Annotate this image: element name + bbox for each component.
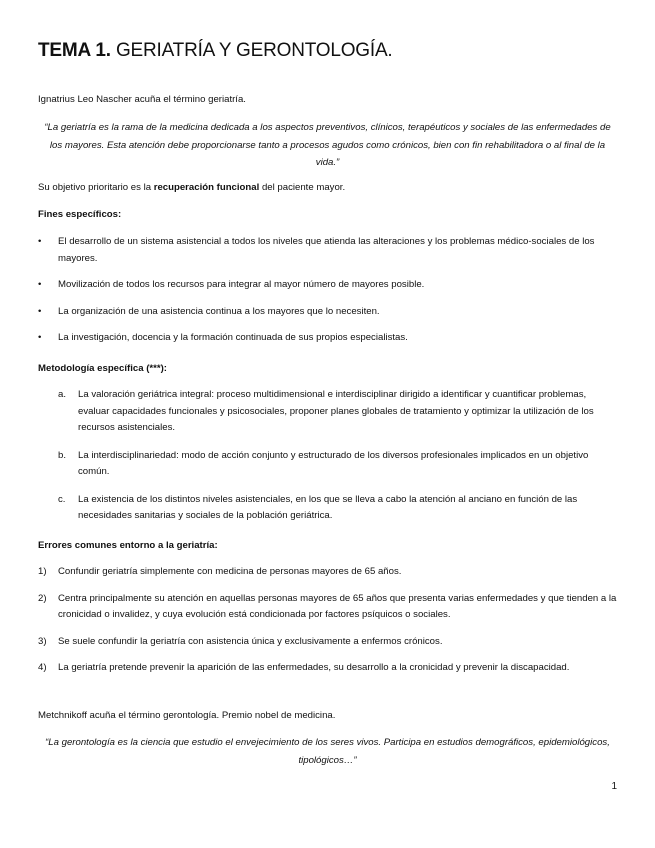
list-item (58, 492, 619, 525)
list-item-text: El desarrollo de un sistema asistencial a todos los niveles que atienda las alteraciones y los problemas médico-sociales de los mayores. (58, 236, 595, 264)
fines-heading: Fines específicos: (38, 209, 122, 220)
metodologia-heading: Metodología específica (***): (38, 363, 168, 374)
list-item-text: La organización de una asistencia continua a los mayores que lo necesiten. (58, 305, 380, 317)
list-item (38, 234, 619, 267)
list-item (38, 564, 619, 581)
list-marker: 1) (38, 566, 47, 577)
objective-after: del paciente mayor. (259, 182, 346, 193)
objective-before: Su objetivo prioritario es la (38, 182, 154, 193)
list-item-text: La existencia de los distintos niveles asistenciales, en los que se lleva a cabo la atención al anciano en función de las necesidades sanitarias y sociales de la población geriátrica. (78, 493, 578, 521)
bullet-marker: • (38, 332, 42, 343)
list-item-text: La investigación, docencia y la formación continuada de sus propios especialistas. (58, 332, 408, 343)
list-item-text: Centra principalmente su atención en aquellas personas mayores de 65 años que presenta varias enfermedades y que tienden a la cronicidad o invalidez, y cuya evolución está condicionada por factores psíquicos o sociales. (58, 592, 617, 620)
list-item (38, 277, 619, 294)
list-item (38, 330, 619, 347)
list-item-text: La valoración geriátrica integral: proceso multidimensional e interdisciplinar dirigido a identificar y cuantificar problemas, evaluar capacidades funcionales y psicosociales, proponer planes globales de tratamiento y optimizar la utilización de los recursos asistenciales. (78, 389, 594, 433)
list-item (38, 660, 619, 677)
objective-bold: recuperación funcional (153, 182, 260, 193)
objective-paragraph (38, 179, 615, 196)
list-item-text: Movilización de todos los recursos para integrar al mayor número de mayores posible. (58, 279, 425, 290)
errores-list (38, 564, 619, 677)
list-item-text: La interdisciplinariedad: modo de acción conjunto y estructurado de los diversos profesionales implicados en un objetivo común. (78, 449, 589, 477)
fines-list (38, 234, 619, 347)
list-marker: a. (58, 389, 67, 400)
list-item-text: Confundir geriatría simplemente con medicina de personas mayores de 65 años. (58, 566, 402, 577)
list-item (58, 387, 619, 437)
gerontologia-definition-quote: “La gerontología es la ciencia que estudio el envejecimiento de los seres vivos. Participa en estudios demográficos, epidemiológicos, tipológicos…” (45, 737, 610, 766)
metodologia-list (58, 387, 619, 525)
list-item-text: La geriatría pretende prevenir la aparición de las enfermedades, su desarrollo a la cronicidad y prevenir la discapacidad. (58, 662, 570, 673)
list-marker: c. (58, 493, 66, 505)
metchnikoff-paragraph: Metchnikoff acuña el término gerontología. Premio nobel de medicina. (38, 710, 336, 721)
title-text: GERIATRÍA Y GERONTOLOGÍA. (115, 40, 393, 61)
list-item-text: Se suele confundir la geriatría con asistencia única y exclusivamente a enfermos crónicos. (58, 635, 443, 647)
list-item (58, 448, 619, 481)
bullet-marker: • (38, 279, 42, 290)
geriatria-definition-quote: “La geriatría es la rama de la medicina dedicada a los aspectos preventivos, clínicos, terapéuticos y sociales de las enfermedades de los mayores. Esta atención debe proporcionarse tanto a procesos agudos como crónicos, bien con fin rehabilitadora o al final de la vida.” (44, 122, 611, 168)
bullet-marker: • (38, 305, 42, 317)
list-marker: 4) (38, 662, 47, 673)
list-marker: b. (58, 449, 67, 461)
page-title (38, 40, 393, 62)
list-marker: 2) (38, 592, 47, 604)
bullet-marker: • (38, 236, 42, 247)
intro-paragraph: Ignatrius Leo Nascher acuña el término geriatría. (38, 94, 246, 105)
list-item (38, 304, 619, 321)
list-marker: 3) (38, 635, 47, 647)
errores-heading: Errores comunes entorno a la geriatría: (38, 540, 218, 551)
list-item (38, 634, 619, 651)
page-number: 1 (611, 781, 617, 792)
title-number: TEMA 1. (38, 40, 111, 61)
list-item (38, 591, 619, 624)
